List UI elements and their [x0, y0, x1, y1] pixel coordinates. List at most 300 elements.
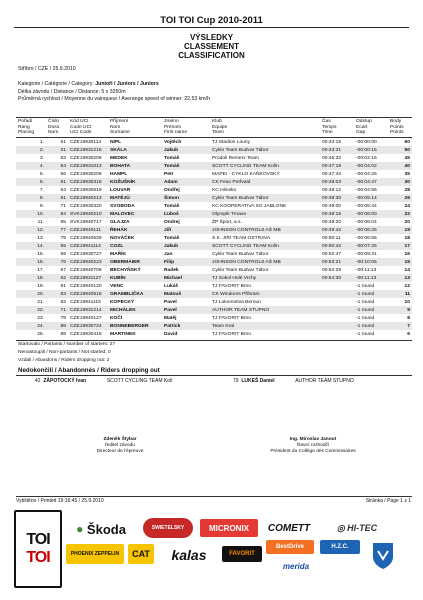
cell-place: 13.: [37, 235, 44, 241]
table-row: [16, 210, 412, 218]
cell-firstname: Michael: [164, 275, 182, 281]
cell-place: 12.: [37, 227, 44, 233]
cell-firstname: Jiří: [164, 227, 172, 233]
cell-team: MAPEI - CYKLO KAŇKOVSKÝ: [212, 171, 280, 177]
cell-surname: KOŽUŠNÍK: [110, 179, 136, 185]
comett-logo: COMETT: [267, 522, 311, 534]
cell-bib: 84: [60, 211, 66, 217]
cell-uci-code: CZE19930318: [70, 179, 102, 185]
cell-place: 5.: [39, 171, 44, 177]
cell-firstname: Pavel: [164, 299, 177, 305]
cell-bib: 61: [60, 195, 66, 201]
cell-points: 24: [404, 203, 410, 209]
cell-bib: 71: [60, 203, 66, 209]
cell-bib: 61: [60, 179, 66, 185]
results-cz: VÝSLEDKY: [189, 33, 234, 42]
cell-bib: 77: [60, 227, 66, 233]
cell-points: 40: [404, 163, 410, 169]
results-fr: CLASSEMENT: [183, 42, 240, 51]
cell-team: KC Hlinsko: [212, 187, 237, 193]
cell-gap: -00:00:15: [356, 147, 377, 153]
cell-firstname: Radek: [164, 267, 179, 273]
cell-uci-code: CZE19931013: [70, 163, 102, 169]
col-team: Klub Equipe Team: [212, 119, 228, 136]
cell-points: 7: [407, 323, 410, 329]
col-firstname: Jméno Prénom First name: [164, 119, 188, 136]
cell-firstname: Matouš: [164, 291, 182, 297]
cell-bib: 82: [60, 299, 66, 305]
table-row: [16, 178, 412, 186]
cell-surname: LOUVAR: [110, 187, 131, 193]
cell-surname: MICHÁLEK: [110, 307, 136, 313]
cell-firstname: Šimon: [164, 195, 179, 201]
cell-gap: -1 round: [356, 315, 375, 321]
cell-gap: -00:04:56: [356, 187, 377, 193]
stats-block: [18, 341, 115, 365]
cell-team: TJ Stadion Louny: [212, 139, 251, 145]
cell-gap: -1 round: [356, 299, 375, 305]
col-uci: Kód UCI Code UCI UCI Code: [70, 119, 92, 136]
cell-time: 00:50:11: [322, 235, 341, 241]
cell-time: 00:47:18: [322, 163, 342, 169]
category-label: Kategorie / Catégorie / Category:: [18, 81, 94, 87]
cell-gap: -1 round: [356, 323, 375, 329]
cell-gap: -00:04:26: [356, 171, 377, 177]
cell-place: 4.: [39, 163, 44, 169]
table-row: [16, 274, 412, 282]
cell-firstname: Tomáš: [164, 203, 180, 209]
cell-team: Cyklo Team Budvar Tábor: [212, 147, 269, 153]
cell-points: 22: [404, 211, 410, 217]
cell-gap: -00:06:55: [356, 235, 377, 241]
cell-firstname: Jan: [164, 251, 173, 257]
table-row: [16, 154, 412, 162]
cell-team: JOHNSON CONTROLS AŠ MB: [212, 227, 281, 233]
avg-speed-line: Průměrná rychlost / Moyenne du vainqueur / Averange speed of winner: 22,53 km/h: [18, 96, 210, 102]
distance-line: Délka závodu / Distance / Distance: 5 x 3250m: [18, 88, 126, 95]
cell-uci-code: CZE19940709: [70, 267, 102, 273]
cell-points: 28: [404, 187, 410, 193]
signature-commissaire: Ing. Miroslav Janout hlavní rozhodčí Président du Collège des Commissaires: [270, 437, 356, 454]
cell-bib: 78: [60, 315, 66, 321]
cell-place: 6.: [39, 179, 44, 185]
event-title: TOI TOI Cup 2010-2011: [160, 15, 263, 26]
cell-gap: -00:05:14: [356, 195, 377, 201]
cell-time: 00:48:03: [322, 179, 342, 185]
cell-points: 9: [407, 307, 410, 313]
cell-place: 10.: [37, 211, 44, 217]
cell-points: 19: [404, 227, 410, 233]
cell-bib: 59: [60, 251, 66, 257]
cell-surname: MEDEK: [110, 155, 128, 161]
cell-team: S.K. JIŘÍ TEAM OSTRAVA: [212, 235, 271, 241]
footer-rule: [16, 496, 412, 497]
cell-bib: 31: [60, 147, 66, 153]
merida-logo: merida: [282, 561, 310, 571]
starters-count: Startovalo / Partants / Number of starters: 27: [18, 342, 116, 347]
cell-team: AUTHOR TEAM STUPNO: [212, 307, 270, 313]
hitec-logo: ◎ HI-TEC: [336, 522, 378, 533]
cell-time: 00:49:42: [322, 227, 342, 233]
cell-firstname: Matěj: [164, 315, 177, 321]
cell-time: 00:54:30: [322, 275, 342, 281]
cell-firstname: Pavel: [164, 307, 177, 313]
cell-surname: NOVÁČEK: [110, 235, 135, 241]
cell-team: CK Windoors Příbram: [212, 291, 260, 297]
table-row: [16, 138, 412, 146]
cell-bib: 88: [60, 331, 66, 337]
cell-surname: KOČÍ: [110, 315, 123, 321]
cell-time: 00:43:16: [322, 139, 342, 145]
table-row: [16, 186, 412, 194]
shield-icon: [368, 536, 398, 576]
cell-gap: -1 round: [356, 291, 375, 297]
cell-bib: 81: [60, 283, 66, 289]
cell-points: 26: [404, 195, 410, 201]
cell-team: Cyklo Team Budvar Tábor: [212, 251, 269, 257]
cell-team: TJ Lokomotiva Beroun: [212, 299, 261, 305]
cell-team: TJ Sokol Holé Vrchy: [212, 275, 257, 281]
cell-time: 00:45:32: [322, 155, 342, 161]
cell-firstname: Ondřej: [164, 187, 180, 193]
cell-uci-code: CZE19940629: [70, 235, 102, 241]
cell-points: 16: [404, 251, 410, 257]
cell-firstname: Vojtěch: [164, 139, 182, 145]
cell-firstname: Adam: [164, 179, 178, 185]
cell-points: 18: [404, 235, 410, 241]
cell-time: 00:53:21: [322, 259, 342, 265]
table-row: [16, 258, 412, 266]
cell-points: 35: [404, 171, 410, 177]
cell-points: 60: [404, 139, 410, 145]
title-rule: [14, 27, 409, 28]
cell-place: 2.: [39, 147, 44, 153]
hzc-logo: H.Z.C.: [320, 540, 360, 554]
cell-bib: 53: [60, 155, 66, 161]
cell-firstname: Ľuboš: [164, 211, 179, 217]
cell-points: 12: [404, 283, 410, 289]
cell-team: Team Kral: [212, 323, 235, 329]
cell-team: TJ FAVORIT Brno: [212, 315, 251, 321]
cell-uci-code: CZE19931216: [70, 147, 102, 153]
cell-surname: GRAMBLIČKA: [110, 291, 144, 297]
place-date: Stříbro / CZE / 25.9.2010: [18, 66, 76, 72]
cell-points: 15: [404, 259, 410, 265]
cell-team: KC KOOPERATIVA SG JABLONE: [212, 203, 287, 209]
cell-uci-code: CZE19940213: [70, 195, 102, 201]
category-value: Junioři / Juniors / Juniors: [95, 81, 159, 87]
cell-points: 20: [404, 219, 410, 225]
cell-firstname: Tomáš: [164, 235, 180, 241]
favorit-logo: FAVORIT: [222, 546, 262, 562]
col-place: Pořadí Rang Placing: [18, 119, 35, 136]
dnf-heading: Nedokončili / Abandonnés / Riders dropping out: [18, 367, 160, 374]
cell-surname: KUBÍN: [110, 275, 126, 281]
cell-surname: SKÁLA: [110, 147, 127, 153]
cell-bib: 67: [60, 267, 66, 273]
table-row: [16, 282, 412, 290]
cell-bib: 51: [60, 139, 66, 145]
cell-points: 45: [404, 155, 410, 161]
table-row: [16, 234, 412, 242]
table-row: [16, 218, 412, 226]
swietelsky-logo: SWIETELSKY: [143, 518, 193, 538]
cell-firstname: Jakub: [164, 147, 179, 153]
cell-firstname: David: [164, 331, 178, 337]
cell-team: TJ FAVORIT Brno: [212, 331, 251, 337]
cell-place: 23.: [37, 315, 44, 321]
results-table: [16, 119, 412, 338]
cell-surname: GLAJZA: [110, 219, 130, 225]
cell-points: 30: [404, 179, 410, 185]
cell-surname: BONNEBERGER: [110, 323, 149, 329]
cell-surname: BECHYŇSKÝ: [110, 267, 141, 273]
cell-uci-code: CZE19940223: [70, 259, 102, 265]
cell-gap: -1 round: [356, 331, 375, 337]
cell-uci-code: CZE19940127: [70, 315, 102, 321]
cell-bib: 62: [60, 275, 66, 281]
dropped-count: Vzdali / Abandons / Riders dropping out: 2: [18, 358, 110, 363]
cell-gap: -00:04:02: [356, 163, 377, 169]
cell-gap: -00:11:13: [356, 275, 377, 281]
table-row: [16, 330, 412, 338]
cell-place: 16.: [37, 259, 44, 265]
cell-points: 17: [404, 243, 410, 249]
col-bib: Číslo Doss. Num.: [48, 119, 61, 136]
cell-gap: -00:04:47: [356, 179, 377, 185]
cell-team: ŽP Šport, a.s.: [212, 219, 242, 225]
cell-bib: 56: [60, 171, 66, 177]
cell-points: 50: [404, 147, 410, 153]
cell-gap: -1 round: [356, 283, 375, 289]
dnf-item: 42 ZÁPOTOCKÝ Ivan SCOTT CYCLING TEAM Kolí: [35, 378, 173, 384]
table-row: [16, 226, 412, 234]
cell-gap: -00:06:00: [356, 211, 377, 217]
cell-place: 14.: [37, 243, 44, 249]
cell-surname: MALOVEC: [110, 211, 135, 217]
toitoi-logo: TOI TOI: [14, 510, 62, 588]
cell-uci-code: CZE19930724: [70, 323, 102, 329]
cell-uci-code: CZE19930727: [70, 251, 102, 257]
cell-time: 00:48:12: [322, 187, 342, 193]
cell-points: 10: [404, 299, 410, 305]
cell-surname: MAŘÍK: [110, 251, 127, 257]
cell-time: 00:48:30: [322, 195, 342, 201]
cell-uci-code: SVK19940210: [70, 211, 102, 217]
table-row: [16, 202, 412, 210]
cell-points: 6: [407, 331, 410, 337]
col-gap: Odstup Ecart Gap: [356, 119, 372, 136]
cell-time: [320, 298, 354, 306]
cell-firstname: Filip: [164, 259, 175, 265]
table-row: [16, 194, 412, 202]
results-en: CLASSIFICATION: [178, 51, 245, 60]
cell-firstname: Tomáš: [164, 163, 180, 169]
cell-bib: 85: [60, 219, 66, 225]
cell-surname: KOPECKÝ: [110, 299, 135, 305]
cell-uci-code: CZE19930320: [70, 203, 102, 209]
cell-uci-code: CZE19940111: [70, 227, 101, 233]
cell-place: 24.: [37, 323, 44, 329]
cell-time: 00:50:42: [322, 243, 342, 249]
cell-place: 17.: [37, 267, 44, 273]
cell-surname: VENC: [110, 283, 124, 289]
table-row: [16, 322, 412, 330]
cell-uci-code: CZE19930209: [70, 155, 102, 161]
cell-bib: 75: [60, 235, 66, 241]
cell-points: 8: [407, 315, 410, 321]
results-rows: [16, 138, 412, 338]
cell-surname: HAMPL: [110, 171, 128, 177]
bestdrive-logo: BestDrive: [266, 540, 314, 554]
micronix-logo: MICRONIX: [200, 519, 258, 537]
cell-uci-code: CZE19940918: [70, 291, 102, 297]
table-top-rule: [16, 117, 412, 118]
cell-time: 00:49:20: [322, 219, 342, 225]
cell-place: 18.: [37, 275, 44, 281]
cell-team: CK Feso Petřvald: [212, 179, 251, 185]
phoenix-logo: PHOENIX ZEPPELIN: [66, 544, 124, 564]
cell-team: Cyklo Team Budvar Tábor: [212, 195, 269, 201]
table-row: [16, 298, 412, 306]
cell-gap: -00:06:04: [356, 219, 377, 225]
cell-team: TJ FAVORIT Brno: [212, 283, 251, 289]
table-row: [16, 146, 412, 154]
table-row: [16, 306, 412, 314]
cell-uci-code: CZE19940120: [70, 283, 102, 289]
cell-surname: MARTINEK: [110, 331, 136, 337]
cell-team: JOHNSON CONTROLS AŠ MB: [212, 259, 281, 265]
cell-place: 20.: [37, 291, 44, 297]
cell-points: 14: [404, 267, 410, 273]
cell-gap: -00:00:00: [356, 139, 377, 145]
dnf-item: 79 LUKEŠ Daniel AUTHOR TEAM STUPNO: [233, 378, 354, 384]
cell-place: 19.: [37, 283, 44, 289]
cell-bib: 88: [60, 323, 66, 329]
table-row: [16, 242, 412, 250]
cell-gap: -00:07:26: [356, 243, 377, 249]
cell-team: Olympik Trnava: [212, 211, 246, 217]
cell-time: 00:47:42: [322, 171, 342, 177]
col-points: Body Points Points: [390, 119, 404, 136]
cell-place: 22.: [37, 307, 44, 313]
page-number: Stránka / Page 1 z 1: [365, 498, 411, 504]
cell-uci-code: SVK19940717: [70, 219, 102, 225]
cell-points: 11: [404, 291, 410, 297]
table-row: [16, 266, 412, 274]
cell-time: [320, 306, 354, 314]
cell-time: 00:52:47: [322, 251, 342, 257]
cell-place: 11.: [37, 219, 44, 225]
kalas-logo: kalas: [171, 547, 207, 563]
cell-uci-code: CZE19930418: [70, 331, 102, 337]
table-row: [16, 170, 412, 178]
category-line: [18, 81, 159, 89]
cell-time: 00:49:00: [322, 203, 342, 209]
cell-uci-code: CZE19941115: [70, 299, 101, 305]
cell-bib: 54: [60, 163, 66, 169]
cat-logo: CAT: [128, 544, 154, 564]
cell-uci-code: CZE19930209: [70, 171, 102, 177]
cell-place: 21.: [37, 299, 44, 305]
table-row: [16, 290, 412, 298]
cell-place: 1.: [39, 139, 44, 145]
table-row: [16, 250, 412, 258]
cell-points: 13: [404, 275, 410, 281]
cell-gap: -00:05:44: [356, 203, 377, 209]
cell-surname: BOHATA: [110, 163, 131, 169]
cell-team: Cyklo Team Budvar Tábor: [212, 267, 269, 273]
col-surname: Příjmení Nom Surname: [110, 119, 130, 136]
cell-gap: -00:09:31: [356, 251, 377, 257]
cell-uci-code: CZE19931127: [70, 275, 102, 281]
cell-place: 25.: [37, 331, 44, 337]
cell-gap: -00:06:26: [356, 227, 377, 233]
cell-place: 7.: [39, 187, 44, 193]
cell-surname: ŘEHÁK: [110, 227, 128, 233]
col-time: Čas Temps Time: [322, 119, 337, 136]
results-heading: [0, 33, 423, 60]
cell-team: SCOTT CYCLING TEAM Kolín: [212, 163, 279, 169]
cell-surname: NIPL: [110, 139, 122, 145]
cell-bib: 83: [60, 291, 66, 297]
cell-gap: -00:11:13: [356, 267, 377, 273]
cell-team: Prodoli Remerx Team: [212, 155, 259, 161]
cell-firstname: Tomáš: [164, 155, 180, 161]
cell-surname: SVOBODA: [110, 203, 135, 209]
cell-uci-code: CZE19930114: [70, 139, 102, 145]
cell-time: [320, 290, 354, 298]
cell-firstname: Patrick: [164, 323, 181, 329]
cell-place: 8.: [39, 195, 44, 201]
cell-surname: MATĚJŮ: [110, 195, 130, 201]
cell-time: [320, 330, 354, 338]
cell-time: [320, 322, 354, 330]
cell-place: 15.: [37, 251, 44, 257]
cell-uci-code: CZE19931214: [70, 307, 102, 313]
cell-firstname: Jakub: [164, 243, 179, 249]
signature-director: Zdeněk Štybar ředitel závodu Directeur de l'épreuve: [96, 437, 144, 454]
cell-time: [320, 282, 354, 290]
cell-gap: -00:02:16: [356, 155, 377, 161]
cell-gap: -00:10:05: [356, 259, 377, 265]
cell-gap: -1 round: [356, 307, 375, 313]
cell-bib: 55: [60, 243, 66, 249]
nonstart-count: Nenastoupili / Non-partants / Not started: 0: [18, 350, 111, 355]
cell-uci-code: CZE19930619: [70, 187, 102, 193]
cell-firstname: Petr: [164, 171, 174, 177]
dnf-rule: [16, 375, 412, 376]
table-row: [16, 314, 412, 322]
cell-firstname: Lukáš: [164, 283, 179, 289]
printed-timestamp: Vytištěno / Printed 19:16:45 / 25.9.2010: [16, 498, 104, 504]
cell-bib: 71: [60, 307, 66, 313]
cell-time: 00:49:16: [322, 211, 342, 217]
cell-bib: 54: [60, 187, 66, 193]
cell-team: SCOTT CYCLING TEAM Kolín: [212, 243, 279, 249]
cell-surname: OBERMAIER: [110, 259, 140, 265]
cell-uci-code: CZE19941114: [70, 243, 101, 249]
cell-bib: 76: [60, 259, 66, 265]
skoda-logo: ● Škoda: [76, 521, 126, 537]
cell-surname: COZL: [110, 243, 124, 249]
cell-place: 3.: [39, 155, 44, 161]
cell-place: 9.: [39, 203, 44, 209]
cell-time: 00:54:29: [322, 267, 342, 273]
table-row: [16, 162, 412, 170]
cell-firstname: Ondrej: [164, 219, 180, 225]
cell-time: 00:43:31: [322, 147, 342, 153]
